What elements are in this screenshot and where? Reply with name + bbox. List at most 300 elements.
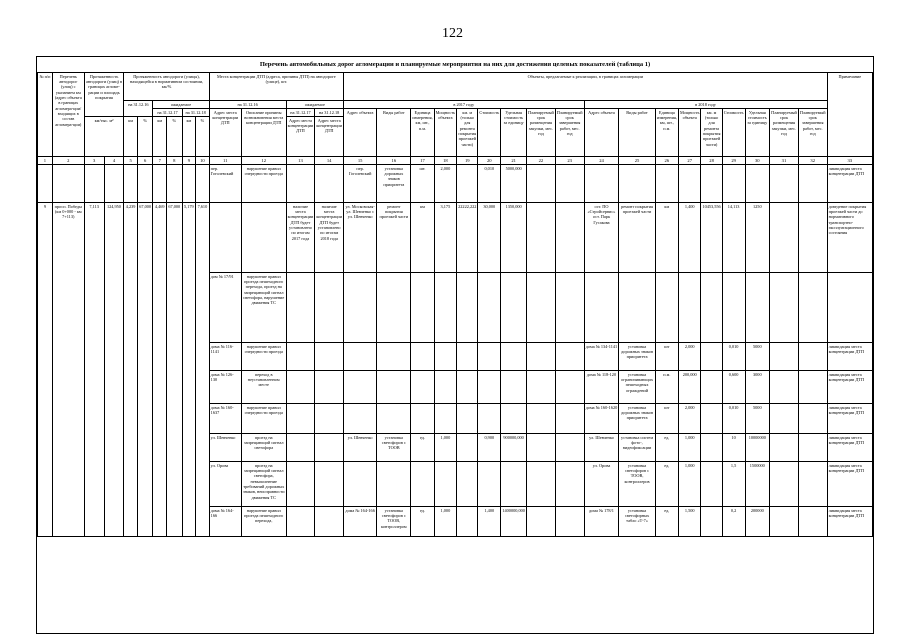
- cell-c29: 0,010: [722, 343, 745, 371]
- cell-c21: 5000,000: [501, 165, 527, 203]
- cell-c12: нарушение правил очередности проезда: [241, 343, 286, 371]
- column-number: 1: [38, 157, 53, 165]
- column-number: 31: [770, 157, 799, 165]
- cell-c17: [411, 404, 434, 434]
- cell-c22: [527, 165, 556, 203]
- cell-c18: 1,000: [434, 507, 456, 537]
- cell-c17: [411, 273, 434, 343]
- cell-c20: [478, 462, 501, 507]
- cell-c13: [286, 434, 315, 462]
- cell-c16: [377, 371, 411, 404]
- cell-c19: [457, 165, 478, 203]
- cell-c26: км: [655, 203, 678, 273]
- cell-c32: [798, 404, 827, 434]
- column-number: 20: [478, 157, 501, 165]
- cell-c25: [619, 165, 655, 203]
- column-number: 27: [678, 157, 700, 165]
- column-number: 12: [241, 157, 286, 165]
- column-number: 10: [196, 157, 210, 165]
- cell-c13: [286, 343, 315, 371]
- cell-c15: дома № 164-166: [344, 507, 377, 537]
- cell-c6: [137, 165, 153, 203]
- cell-c26: шт: [655, 404, 678, 434]
- cell-c24: дома № 134-1141: [584, 343, 619, 371]
- cell-c23: [555, 165, 584, 203]
- cell-c32: [798, 507, 827, 537]
- cell-c21: 900000,000: [501, 434, 527, 462]
- cell-c8: 67,000: [167, 203, 183, 537]
- cell-c21: [501, 404, 527, 434]
- cell-c19: 22222,222: [457, 203, 478, 273]
- cell-c25: установка дорожных знаков приоритета: [619, 404, 655, 434]
- cell-c26: ед.: [655, 507, 678, 537]
- column-number: 4: [104, 157, 124, 165]
- cell-c18: [434, 371, 456, 404]
- cell-c26: п.м.: [655, 371, 678, 404]
- cell-c16: [377, 462, 411, 507]
- cell-c10: [196, 165, 210, 203]
- hdr-power-17: Мощность объекта: [434, 109, 456, 157]
- cell-c31: [770, 343, 799, 371]
- column-number: 13: [286, 157, 315, 165]
- cell-c18: [434, 462, 456, 507]
- hdr-km-m2: км/тыс. м²: [84, 117, 124, 157]
- hdr-normative: Протяженность автодороги (улицы), находящейся в нормативном состоянии, км/%: [124, 73, 209, 101]
- cell-c13: [286, 371, 315, 404]
- header-row-2: [38, 101, 873, 109]
- cell-c32: [798, 371, 827, 404]
- cell-c25: установка светофоров с ТООВ, контроллеров: [619, 462, 655, 507]
- cell-c14: [315, 371, 344, 404]
- hdr-term-17: Планируемый срок размещения закупки, мес. год: [527, 109, 556, 157]
- cell-c11: [209, 203, 241, 273]
- hdr-cost-17: Стоимость: [478, 109, 501, 157]
- cell-c29: 0,600: [722, 371, 745, 404]
- cell-c18: [434, 343, 456, 371]
- cell-c22: [527, 203, 556, 273]
- table-sheet: [36, 56, 874, 634]
- hdr-dtp-1217: на 31.12.17: [286, 109, 315, 117]
- cell-c19: [457, 343, 478, 371]
- column-number: 3: [84, 157, 104, 165]
- cell-c30: 1500000: [745, 462, 770, 507]
- cell-c27: 2,000: [678, 404, 700, 434]
- cell-c8: [167, 165, 183, 203]
- cell-c25: [619, 273, 655, 343]
- cell-c22: [527, 404, 556, 434]
- cell-c11: ул. Шевченко: [209, 434, 241, 462]
- cell-c28: [701, 165, 722, 203]
- cell-c9: 5,179: [182, 203, 196, 537]
- header-row-1: [38, 73, 873, 101]
- column-number: 33: [827, 157, 872, 165]
- hdr-pct-a: %: [137, 117, 153, 157]
- cell-c26: [655, 165, 678, 203]
- cell-c30: 5000: [745, 404, 770, 434]
- hdr-work-17: Виды работ: [377, 109, 411, 157]
- cell-c31: [770, 203, 799, 273]
- hdr-objects: Объекты, предлагаемые к реализации, в границах агломерации: [344, 73, 828, 101]
- cell-c29: 1,5: [722, 462, 745, 507]
- column-number: 32: [798, 157, 827, 165]
- cell-c17: [411, 343, 434, 371]
- cell-c15: ул. Шевченко: [344, 434, 377, 462]
- cell-c20: 0,010: [478, 165, 501, 203]
- hdr-work-18: Виды работ: [619, 109, 655, 157]
- cell-c28: [701, 343, 722, 371]
- hdr-1217: на 31.12.17: [153, 109, 182, 117]
- hdr-unit-17: Единица измерения, км, шт., п.м.: [411, 109, 434, 157]
- hdr-term-18: Планируемый срок размещения закупки, мес. год: [770, 109, 799, 157]
- cell-c23: [555, 507, 584, 537]
- hdr-kmonly-18: км. м (только для ремонта покрытия проезжей части): [701, 109, 722, 157]
- hdr-2017: в 2017 году: [344, 101, 585, 109]
- cell-c33: ликвидация места концентрации ДТП: [827, 165, 872, 203]
- hdr-termw-17: Планируемый срок завершения работ, мес. год: [555, 109, 584, 157]
- cell-c21: [501, 462, 527, 507]
- cell-c18: 2,000: [434, 165, 456, 203]
- cell-c33: ликвидация места концентрации ДТП: [827, 462, 872, 507]
- hdr-dtp-1218: на 31.12.18: [315, 109, 344, 117]
- hdr-km-b: км: [153, 117, 167, 157]
- cell-c25: установка дорожных знаков приоритета: [619, 343, 655, 371]
- column-number: 29: [722, 157, 745, 165]
- cell-c14: [315, 273, 344, 343]
- cell-c20: 30,000: [478, 203, 501, 273]
- cell-c15: [344, 371, 377, 404]
- hdr-kmonly-17: км. м (только для ремонта покрытия проезжей части): [457, 109, 478, 157]
- hdr-cost-18: Стоимость: [722, 109, 745, 157]
- cell-c28: [701, 462, 722, 507]
- hdr-power-18: Мощность объекта: [678, 109, 700, 157]
- cell-c29: 14,113: [722, 203, 745, 273]
- cell-c29: [722, 165, 745, 203]
- cell-c33: ликвидация места концентрации ДТП: [827, 371, 872, 404]
- cell-c26: ед.: [655, 462, 678, 507]
- cell-c29: 0,010: [722, 404, 745, 434]
- cell-c24: ост. ПО «Стройсервис» ост. Парк Гусакова: [584, 203, 619, 273]
- column-number: 24: [584, 157, 619, 165]
- cell-c28: 10453,556: [701, 203, 722, 273]
- hdr-adr-obj-17: Адрес объекта: [344, 109, 377, 157]
- cell-c28: [701, 371, 722, 404]
- column-number: 8: [167, 157, 183, 165]
- column-number: 2: [52, 157, 84, 165]
- cell-c22: [527, 507, 556, 537]
- hdr-pct-c: %: [196, 117, 210, 157]
- cell-c12: нарушение правил очередности проезда: [241, 165, 286, 203]
- column-number: 15: [344, 157, 377, 165]
- column-number: 23: [555, 157, 584, 165]
- cell-c30: 5000: [745, 343, 770, 371]
- cell-c30: 1250: [745, 203, 770, 273]
- cell-c20: [478, 343, 501, 371]
- cell-c29: [722, 273, 745, 343]
- cell-c3: 7,113: [84, 203, 104, 537]
- cell-c33: [827, 273, 872, 343]
- cell-c3: [84, 165, 104, 203]
- page-number: 122: [442, 26, 463, 41]
- cell-c21: 1400000,000: [501, 507, 527, 537]
- cell-c24: ул. Шевченко: [584, 434, 619, 462]
- cell-c7: [153, 165, 167, 203]
- cell-c19: [457, 507, 478, 537]
- cell-c13: [286, 404, 315, 434]
- cell-c14: [315, 165, 344, 203]
- cell-c25: установка систем фото-, видеофиксации: [619, 434, 655, 462]
- cell-c19: [457, 434, 478, 462]
- column-number: 30: [745, 157, 770, 165]
- cell-c24: дома № 178/1: [584, 507, 619, 537]
- cell-c13: [286, 165, 315, 203]
- hdr-unitcost-18: Удельная стоимость за единицу: [745, 109, 770, 157]
- cell-c12: нарушение правил проезда пешеходного перехода, проезд на запрещающий сигнал светофора, нарушение движения ТС: [241, 273, 286, 343]
- column-number: 16: [377, 157, 411, 165]
- cell-c18: [434, 273, 456, 343]
- hdr-pct-b: %: [167, 117, 183, 157]
- cell-c16: установка светофоров с ТООВ, контроллером: [377, 507, 411, 537]
- cell-c11: дома № 160-1637: [209, 404, 241, 434]
- hdr-1218: на 31.12.18: [182, 109, 209, 117]
- cell-c18: 3,175: [434, 203, 456, 273]
- cell-c10: 7,610: [196, 203, 210, 537]
- cell-c27: 1,000: [678, 462, 700, 507]
- cell-c12: проезд на запрещающий сигнал светофора: [241, 434, 286, 462]
- cell-c17: [411, 462, 434, 507]
- cell-c28: [701, 273, 722, 343]
- cell-c22: [527, 371, 556, 404]
- cell-c1: [38, 165, 53, 203]
- cell-c15: [344, 273, 377, 343]
- cell-c23: [555, 404, 584, 434]
- cell-c32: [798, 165, 827, 203]
- cell-c32: [798, 434, 827, 462]
- cell-c27: 2,000: [678, 343, 700, 371]
- hdr-adr-dtp-17: Адрес места концентрации ДТП: [286, 117, 315, 157]
- cell-c19: [457, 462, 478, 507]
- cell-c14: наличие места концентрации ДТП будет установлено по итогам 2018 года: [315, 203, 344, 273]
- cell-c26: шт: [655, 343, 678, 371]
- cell-c4: 124,950: [104, 203, 124, 537]
- cell-c31: [770, 273, 799, 343]
- cell-c27: 1,400: [678, 203, 700, 273]
- cell-c32: [798, 343, 827, 371]
- hdr-length: Протяженность автодороги (улиц) в границах агломе-рации и площадь покрытия: [84, 73, 124, 117]
- cell-c33: ликвидация места концентрации ДТП: [827, 343, 872, 371]
- cell-c15: ул. Московская-ул. Шевченко с ул. Шевченко: [344, 203, 377, 273]
- cell-c17: шт.: [411, 165, 434, 203]
- column-number-row: [38, 157, 873, 165]
- hdr-dtp-1216: на 31.12.16: [209, 101, 286, 109]
- cell-c30: [745, 273, 770, 343]
- cell-c27: 1,500: [678, 507, 700, 537]
- hdr-adr-dtp-18: Адрес места концентрации ДТП: [315, 117, 344, 157]
- cell-c31: [770, 404, 799, 434]
- column-number: 17: [411, 157, 434, 165]
- cell-c31: [770, 434, 799, 462]
- cell-c14: [315, 404, 344, 434]
- cell-c17: ед.: [411, 434, 434, 462]
- cell-c22: [527, 462, 556, 507]
- hdr-dtp: Места концентрации ДТП (адреса, причины ДТП) на автодороге (улице), шт.: [209, 73, 343, 101]
- cell-c12: [241, 203, 286, 273]
- cell-c11: пер. Гоголевский: [209, 165, 241, 203]
- cell-c4: [104, 165, 124, 203]
- cell-c32: [798, 273, 827, 343]
- column-number: 25: [619, 157, 655, 165]
- data-table-wrapper: [37, 72, 873, 537]
- cell-c6: 67,000: [137, 203, 153, 537]
- column-number: 18: [434, 157, 456, 165]
- cell-c27: [678, 273, 700, 343]
- hdr-2018: в 2018 году: [584, 101, 827, 109]
- cell-c20: [478, 273, 501, 343]
- cell-c20: 1,400: [478, 507, 501, 537]
- cell-c26: ед.: [655, 434, 678, 462]
- column-number: 26: [655, 157, 678, 165]
- cell-c14: [315, 462, 344, 507]
- cell-c21: [501, 273, 527, 343]
- column-number: 19: [457, 157, 478, 165]
- cell-c1: 9: [38, 203, 53, 537]
- cell-c11: ул. Орова: [209, 462, 241, 507]
- hdr-km-a: км: [124, 117, 138, 157]
- cell-c32: [798, 203, 827, 273]
- cell-c24: дома № 118-120: [584, 371, 619, 404]
- cell-c24: [584, 165, 619, 203]
- table-row: [38, 203, 873, 273]
- cell-c22: [527, 343, 556, 371]
- cell-c12: переход в неустановленном месте: [241, 371, 286, 404]
- cell-c13: наличие места концентрации ДТП будет установлено по итогам 2017 года: [286, 203, 315, 273]
- column-number: 5: [124, 157, 138, 165]
- cell-c11: дома № 164-166: [209, 507, 241, 537]
- cell-c16: установка светофоров с ТООВ: [377, 434, 411, 462]
- cell-c12: проезд на запрещающий сигнал светофора, невыполнение требований дорожных знаков, неисправности движения ТС: [241, 462, 286, 507]
- cell-c25: установка ограничивающих пешеходных ограждений: [619, 371, 655, 404]
- cell-c20: [478, 404, 501, 434]
- hdr-dtp-expected: ожидаемое: [286, 101, 343, 109]
- cell-c30: 10000000: [745, 434, 770, 462]
- cell-c31: [770, 371, 799, 404]
- cell-c19: [457, 371, 478, 404]
- column-number: 6: [137, 157, 153, 165]
- cell-c33: ликвидация места концентрации ДТП: [827, 507, 872, 537]
- data-table: [37, 72, 873, 537]
- hdr-termw-18: Планируемый срок завершения работ, мес. год: [798, 109, 827, 157]
- cell-c25: ремонт покрытия проезжей части: [619, 203, 655, 273]
- cell-c31: [770, 507, 799, 537]
- hdr-km-c: км: [182, 117, 196, 157]
- cell-c28: [701, 507, 722, 537]
- hdr-adr-obj-18: Адрес объекта: [584, 109, 619, 157]
- cell-c9: [182, 165, 196, 203]
- cell-c7: 4,469: [153, 203, 167, 537]
- cell-c31: [770, 462, 799, 507]
- cell-c13: [286, 273, 315, 343]
- table-row: [38, 165, 873, 203]
- cell-c28: [701, 404, 722, 434]
- column-number: 11: [209, 157, 241, 165]
- cell-c27: [678, 165, 700, 203]
- cell-c33: доведение покрытия проезжей части до нормативного транспортно-эксплуатационного состояния: [827, 203, 872, 273]
- cell-c21: [501, 371, 527, 404]
- cell-c27: 200,000: [678, 371, 700, 404]
- hdr-date-1216: на 31.12.16: [124, 101, 153, 117]
- cell-c27: 1,000: [678, 434, 700, 462]
- cell-c14: [315, 507, 344, 537]
- cell-c19: [457, 273, 478, 343]
- header-row-3: [38, 109, 873, 117]
- cell-c18: 1,000: [434, 434, 456, 462]
- cell-c5: [124, 165, 138, 203]
- cell-c24: [584, 273, 619, 343]
- cell-c2: [52, 165, 84, 203]
- cell-c23: [555, 343, 584, 371]
- cell-c23: [555, 203, 584, 273]
- cell-c20: [478, 371, 501, 404]
- cell-c13: [286, 507, 315, 537]
- cell-c20: 0,900: [478, 434, 501, 462]
- cell-c29: 10: [722, 434, 745, 462]
- cell-c18: [434, 404, 456, 434]
- cell-c21: [501, 343, 527, 371]
- cell-c15: [344, 404, 377, 434]
- cell-c30: 200000: [745, 507, 770, 537]
- cell-c17: [411, 371, 434, 404]
- cell-c16: [377, 343, 411, 371]
- hdr-num: № п/п: [38, 73, 53, 157]
- cell-c15: [344, 343, 377, 371]
- cell-c13: [286, 462, 315, 507]
- cell-c11: дом № 17/91: [209, 273, 241, 343]
- cell-c30: 3000: [745, 371, 770, 404]
- cell-c19: [457, 404, 478, 434]
- hdr-adr-dtp: Адрес места концентрации ДТП: [209, 109, 241, 157]
- hdr-unitcost-17: Удельная стоимость за единицу: [501, 109, 527, 157]
- hdr-note: Примечание: [827, 73, 872, 157]
- cell-c23: [555, 273, 584, 343]
- cell-c23: [555, 371, 584, 404]
- cell-c32: [798, 462, 827, 507]
- cell-c33: ликвидация места концентрации ДТП: [827, 434, 872, 462]
- cell-c31: [770, 165, 799, 203]
- cell-c23: [555, 462, 584, 507]
- cell-c17: ед.: [411, 507, 434, 537]
- cell-c12: нарушение правил очередности проезда: [241, 404, 286, 434]
- cell-c5: 4,239: [124, 203, 138, 537]
- column-number: 21: [501, 157, 527, 165]
- column-number: 14: [315, 157, 344, 165]
- cell-c33: ликвидация места концентрации ДТП: [827, 404, 872, 434]
- cell-c16: установка дорожных знаков приоритета: [377, 165, 411, 203]
- hdr-unit-18: Единица измерения, км, шт., п.м.: [655, 109, 678, 157]
- cell-c22: [527, 273, 556, 343]
- cell-c12: нарушение правил проезда пешеходного перехода,: [241, 507, 286, 537]
- cell-c16: [377, 273, 411, 343]
- cell-c14: [315, 343, 344, 371]
- column-number: 9: [182, 157, 196, 165]
- hdr-road: Перечень автодорог (улиц) с указанием км (адрес объекта в границах агломера-ции/входящих в состав агломера-ции): [52, 73, 84, 157]
- cell-c29: 0,2: [722, 507, 745, 537]
- cell-c2: просп. Победы (км 0+000 - км 7+113): [52, 203, 84, 537]
- column-number: 28: [701, 157, 722, 165]
- cell-c30: [745, 165, 770, 203]
- cell-c24: ул. Орова: [584, 462, 619, 507]
- cell-c26: [655, 273, 678, 343]
- cell-c17: км: [411, 203, 434, 273]
- hdr-reason: Описание причины возникновения места концентрации ДТП: [241, 109, 286, 157]
